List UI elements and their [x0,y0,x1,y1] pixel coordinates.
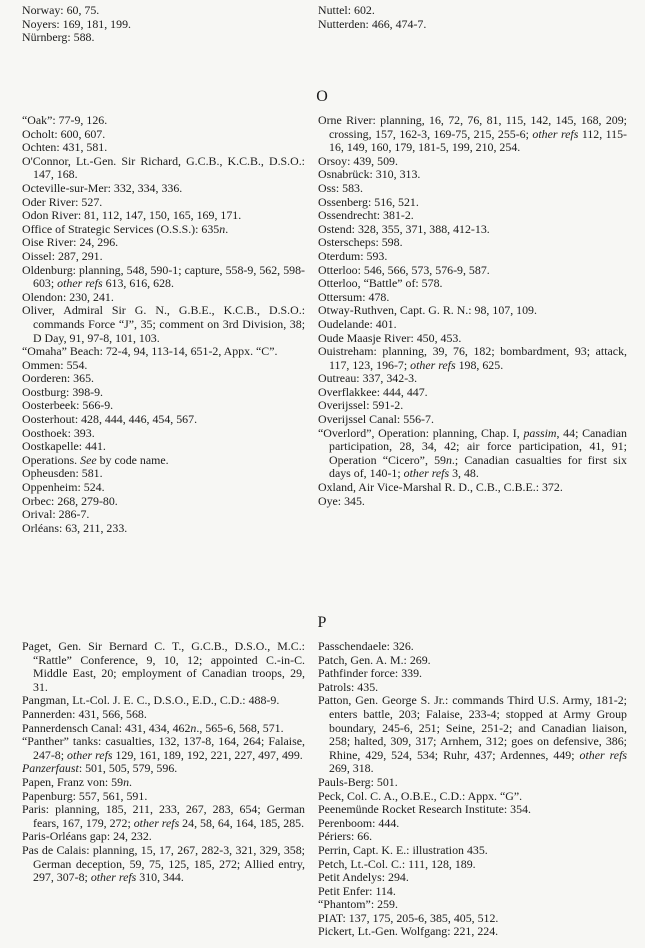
index-entry: Peck, Col. C. A., O.B.E., C.D.: Appx. “G”. [318,788,523,803]
index-entry: Oosterbeek: 566-9. [22,398,114,413]
index-entry: Oude Maasje River: 450, 453. [318,330,462,345]
index-entry: Nürnberg: 588. [22,30,95,45]
index-entry: Patch, Gen. A. M.: 269. [318,652,431,667]
index-entry: Petit Andelys: 294. [318,870,409,885]
index-entry: Orsoy: 439, 509. [318,153,398,168]
index-entry: Pas de Calais: planning, 15, 17, 267, 282-3, 321, 329, 358; German deception, 59, 75, 125, 185, 272; Allied entry, 297, 307-8; other refs 310, 344. [22,842,305,885]
index-entry: Oorderen: 365. [22,371,94,386]
index-entry: Orival: 286-7. [22,507,90,522]
index-entry: Oissel: 287, 291. [22,248,103,263]
index-entry: Pannerdensch Canal: 431, 434, 462n., 565-6, 568, 571. [22,720,284,735]
index-entry: Oise River: 24, 296. [22,235,119,250]
index-entry: Oliver, Admiral Sir G. N., G.B.E., K.C.B., D.S.O.: commands Force “J”, 35; comment on 3rd Division, 38; D Day, 91, 97-8, 101, 103. [22,303,305,345]
index-entry: Orbec: 268, 279-80. [22,493,118,508]
index-entry: Oss: 583. [318,180,363,195]
index-entry: Octeville-sur-Mer: 332, 334, 336. [22,180,183,195]
index-entry: Périers: 66. [318,829,373,844]
index-entry: Ouistreham: planning, 39, 76, 182; bombardment, 93; attack, 117, 123, 196-7; other refs 198, 625. [318,344,627,372]
index-entry: Oostkapelle: 441. [22,439,106,454]
index-entry: Oudelande: 401. [318,316,397,331]
index-entry: Otterloo, “Battle” of: 578. [318,276,443,291]
index-entry: Oosterhout: 428, 444, 446, 454, 567. [22,412,198,427]
index-column-p-right [318,640,627,939]
index-entry: Petit Enfer: 114. [318,883,396,898]
section-heading-o: O [316,88,329,105]
index-entry: Papen, Franz von: 59n. [22,774,132,789]
index-entry: Ostend: 328, 355, 371, 388, 412-13. [318,221,490,236]
index-entry: Nuttel: 602. [318,3,375,17]
index-entry: Passchendaele: 326. [318,639,414,653]
index-column-top-left [22,4,305,45]
index-entry: Ochten: 431, 581. [22,140,108,155]
index-entry: Oosthoek: 393. [22,425,95,440]
index-entry: Oterdum: 593. [318,248,388,263]
index-entry: “Panther” tanks: casualties, 132, 137-8, 164, 264; Falaise, 247-8; other refs 129, 161, 189, 192, 221, 227, 497, 499. [22,734,305,762]
index-entry: Panzerfaust: 501, 505, 579, 596. [22,761,178,776]
index-entry: Paris: planning, 185, 211, 233, 267, 283, 654; German fears, 167, 179, 272; other refs 24, 58, 64, 164, 185, 285. [22,802,305,830]
index-entry: “Overlord”, Operation: planning, Chap. I, passim, 44; Canadian participation, 28, 34, 42; air force participation, 41, 91; Operation “Cicero”, 59n.; Canadian casualties for first six days of, 140-1; other refs 3, 48. [318,425,627,481]
index-entry: Pathfinder force: 339. [318,666,423,681]
index-entry: Ommen: 554. [22,357,88,372]
index-entry: Odon River: 81, 112, 147, 150, 165, 169, 171. [22,208,242,223]
index-entry: O'Connor, Lt.-Gen. Sir Richard, G.C.B., K.C.B., D.S.O.: 147, 168. [22,153,305,182]
index-entry: Orléans: 63, 211, 233. [22,520,128,535]
index-entry: Oppenheim: 524. [22,480,105,495]
index-entry: Oostburg: 398-9. [22,384,104,399]
index-entry: Oder River: 527. [22,194,103,209]
index-entry: “Phantom”: 259. [318,897,398,912]
index-entry: Papenburg: 557, 561, 591. [22,788,148,803]
index-entry: Pickert, Lt.-Gen. Wolfgang: 221, 224. [318,924,499,939]
index-entry: Orne River: planning, 16, 72, 76, 81, 115, 142, 145, 168, 209; crossing, 157, 162-3, 169-75, 215, 255-6; other refs 112, 115-16, 149, 160, 179, 181-5, 199, 210, 254. [318,113,627,155]
index-entry: Ottersum: 478. [318,289,390,304]
index-entry: Perrin, Capt. K. E.: illustration 435. [318,842,488,857]
index-entry: Pangman, Lt.-Col. J. E. C., D.S.O., E.D., C.D.: 488-9. [22,693,280,708]
index-column-o-right [318,114,627,508]
index-entry: PIAT: 137, 175, 205-6, 385, 405, 512. [318,910,499,925]
index-entry: Noyers: 169, 181, 199. [22,16,131,31]
index-entry: Otterloo: 546, 566, 573, 576-9, 587. [318,262,490,277]
index-column-p-left [22,640,305,885]
index-entry: Norway: 60, 75. [22,3,100,17]
index-entry: Oye: 345. [318,493,365,508]
index-entry: Perenboom: 444. [318,815,400,830]
index-entry: Osterscheps: 598. [318,235,403,250]
index-entry: Overflakkee: 444, 447. [318,384,428,399]
index-entry: Otway-Ruthven, Capt. G. R. N.: 98, 107, 109. [318,303,537,318]
index-entry: Pauls-Berg: 501. [318,774,398,789]
index-entry: “Oak”: 77-9, 126. [22,113,108,127]
index-entry: Osnabrück: 310, 313. [318,167,421,182]
index-entry: Outreau: 337, 342-3. [318,371,418,386]
index-entry: Ossendrecht: 381-2. [318,208,414,223]
index-entry: “Omaha” Beach: 72-4, 94, 113-14, 651-2, Appx. “C”. [22,344,278,359]
index-entry: Pannerden: 431, 566, 568. [22,706,147,721]
index-entry: Olendon: 230, 241. [22,289,114,304]
index-entry: Oldenburg: planning, 548, 590-1; capture, 558-9, 562, 598-603; other refs 613, 616, 628. [22,262,305,291]
index-entry: Overijssel: 591-2. [318,398,404,413]
index-entry: Petch, Lt.-Col. C.: 111, 128, 189. [318,856,476,871]
index-entry: Patrols: 435. [318,679,379,694]
index-column-top-right [318,4,627,31]
index-entry: Ocholt: 600, 607. [22,126,106,141]
index-entry: Operations. See by code name. [22,452,169,467]
section-heading-p: P [317,614,328,631]
index-entry: Nutterden: 466, 474-7. [318,16,427,31]
index-entry: Paris-Orléans gap: 24, 232. [22,829,152,844]
index-entry: Paget, Gen. Sir Bernard C. T., G.C.B., D.S.O., M.C.: “Rattle” Conference, 9, 10, 12; appointed C.-in-C. Middle East, 20; employment of Canadian troops, 29, 31. [22,639,305,694]
index-entry: Ossenberg: 516, 521. [318,194,419,209]
index-entry: Overijssel Canal: 556-7. [318,412,434,427]
index-entry: Office of Strategic Services (O.S.S.): 635n. [22,221,229,236]
index-entry: Peenemünde Rocket Research Institute: 354. [318,802,531,817]
index-entry: Opheusden: 581. [22,466,103,481]
index-entry: Oxland, Air Vice-Marshal R. D., C.B., C.B.E.: 372. [318,480,563,495]
index-column-o-left [22,114,305,535]
index-entry: Patton, Gen. George S. Jr.: commands Third U.S. Army, 181-2; enters battle, 203; Falaise, 233-4; stopped at Army Group boundary, 245-6, 251; Seine, 251-2; and Canadian liaison, 258; halted, 309, 317; Arnhem, 312; goes on defensive, 386; Rhine, 429, 524, 534; Ruhr, 437; Ardennes, 449; other refs 269, 318. [318,693,628,776]
